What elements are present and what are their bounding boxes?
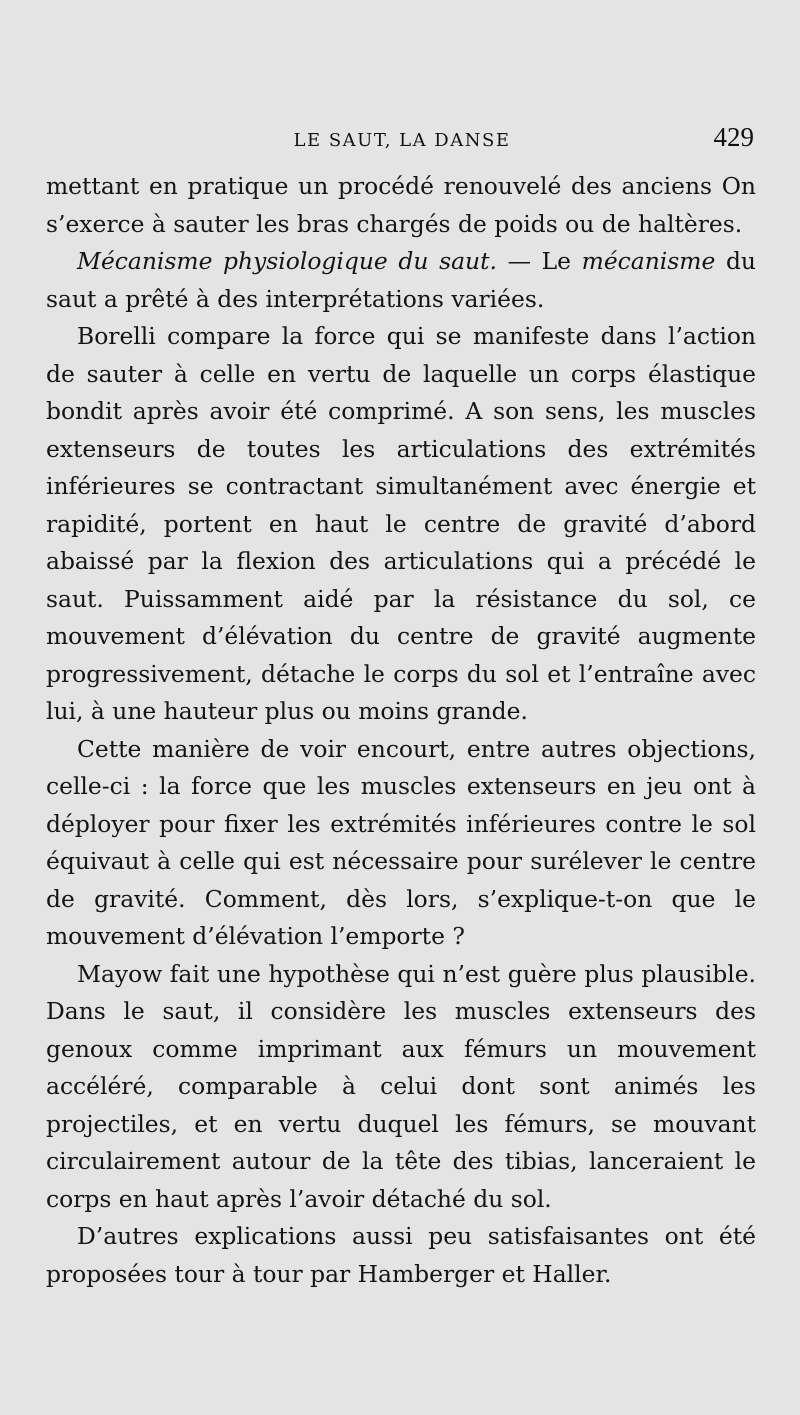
body-text [46,168,756,1293]
paragraph-mecanisme [46,243,756,318]
paragraph-borelli: Borelli compare la force qui se manifeste dans l’action de sauter à celle en vertu de laquelle un corps élastique bondit après avoir été comprimé. A son sens, les muscles extenseurs de toutes les articulations des extrémités inférieures se contractant simultanément avec énergie et rapidité, portent en haut le centre de gravité d’abord abaissé par la flexion des articulations qui a précédé le saut. Puissamment aidé par la résistance du sol, ce mouvement d’élévation du centre de gravité augmente progressivement, détache le corps du sol et l’entraîne avec lui, à une hauteur plus ou moins grande. [46,322,756,725]
paragraph-mayow: Mayow fait une hypothèse qui n’est guère plus plausible. Dans le saut, il considère les muscles extenseurs des genoux comme imprimant aux fémurs un mouvement accéléré, comparable à celui dont sont animés les projectiles, et en vertu duquel les fémurs, se mouvant circulairement autour de la tête des tibias, lanceraient le corps en haut après l’avoir détaché du sol. [46,959,756,1213]
paragraph-hamberger-haller: D’autres explications aussi peu satisfaisantes ont été proposées tour à tour par Hamberger et Haller. [46,1222,756,1288]
page-number: 429 [713,122,754,152]
running-head [48,122,756,152]
section-heading: Mécanisme physiologique du saut. [77,247,497,275]
paragraph-text: du saut a prêté à des interprétations variées. [46,247,756,313]
heading-dash: — Le [496,247,582,275]
running-title: LE SAUT, LA DANSE [293,130,511,151]
emphasized-term: mécanisme [581,247,716,275]
paragraph-continuation: mettant en pratique un procédé renouvelé des anciens On s’exerce à sauter les bras chargés de poids ou de haltères. [46,172,756,238]
paragraph-objections: Cette manière de voir encourt, entre autres objections, celle-ci : la force que les muscles extenseurs en jeu ont à déployer pour fixer les extrémités inférieures contre le sol équivaut à celle qui est nécessaire pour surélever le centre de gravité. Comment, dès lors, s’explique-t-on que le mouvement d’élévation l’emporte ? [46,734,756,950]
